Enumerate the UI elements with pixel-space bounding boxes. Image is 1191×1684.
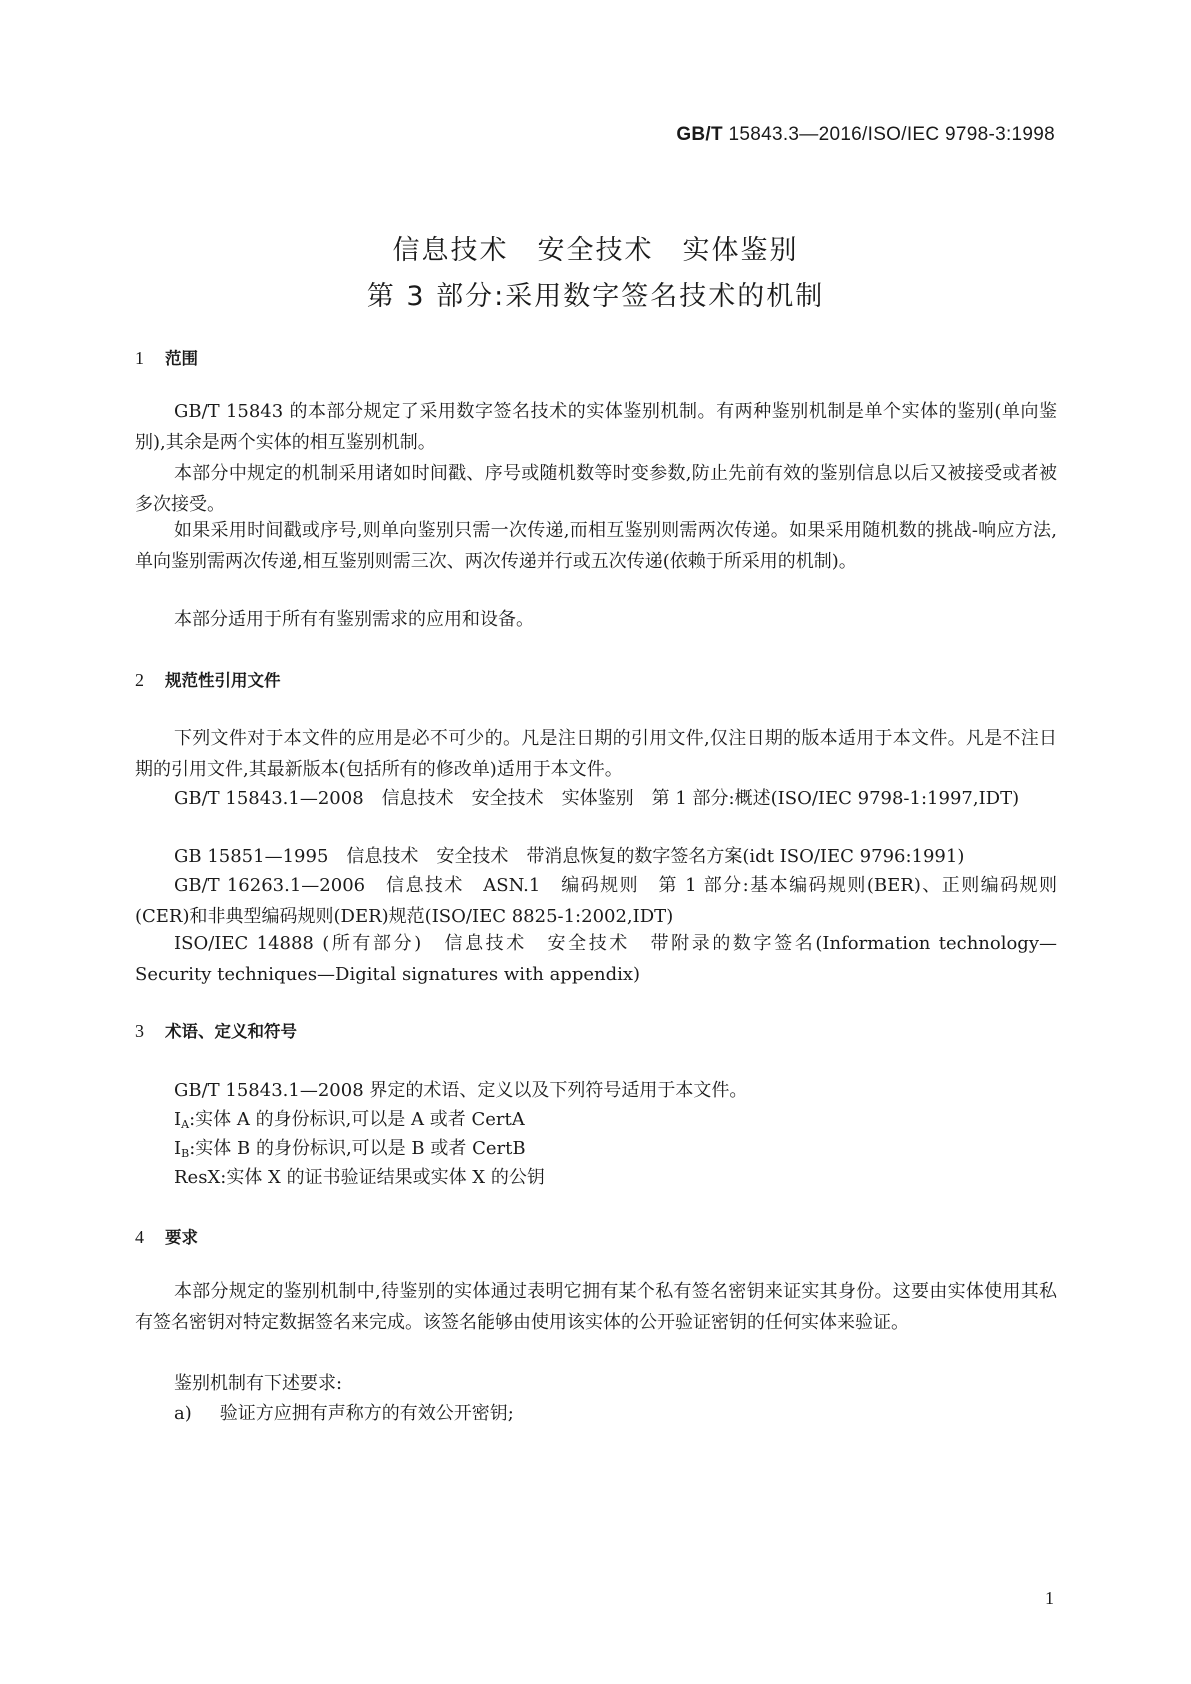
symbol-definition: :实体 A 的身份标识,可以是 A 或者 CertA (189, 1109, 525, 1130)
symbol-subscript: A (181, 1118, 190, 1131)
symbol-ia (174, 1105, 525, 1131)
requirements-paragraph-2: 鉴别机制有下述要求: (174, 1373, 343, 1394)
standard-code-number: 15843.3—2016/ISO/IEC 9798-3:1998 (722, 124, 1055, 145)
page-number: 1 (1045, 1588, 1054, 1608)
section-number: 3 (135, 1021, 144, 1041)
symbol-definition: :实体 B 的身份标识,可以是 B 或者 CertB (189, 1138, 526, 1159)
reference-gb-15851: GB 15851—1995 信息技术 安全技术 带消息恢复的数字签名方案(idt ISO/IEC 9796:1991) (174, 846, 965, 867)
references-intro-paragraph: 下列文件对于本文件的应用是必不可少的。凡是注日期的引用文件,仅注日期的版本适用于本文件。凡是不注日期的引用文件,其最新版本(包括所有的修改单)适用于本文件。 (135, 728, 1057, 780)
symbol-ib (174, 1134, 526, 1160)
section-title: 术语、定义和符号 (165, 1022, 297, 1041)
section-number: 2 (135, 670, 144, 690)
document-title-line2: 第 3 部分:采用数字签名技术的机制 (366, 281, 825, 312)
requirement-item-a (174, 1399, 514, 1425)
scope-paragraph-3: 如果采用时间戳或序号,则单向鉴别只需一次传递,而相互鉴别则需两次传递。如果采用随机数的挑战-响应方法,单向鉴别需两次传递,相互鉴别则需三次、两次传递并行或五次传递(依赖于所采用的机制)。 (135, 520, 1057, 572)
symbol-subscript: B (181, 1147, 190, 1160)
section-heading-requirements (135, 1224, 198, 1248)
symbol-letter: I (174, 1109, 182, 1130)
requirements-paragraph-1: 本部分规定的鉴别机制中,待鉴别的实体通过表明它拥有某个私有签名密钥来证实其身份。这要由实体使用其私有签名密钥对特定数据签名来完成。该签名能够由使用该实体的公开验证密钥的任何实体来验证。 (135, 1281, 1057, 1333)
section-number: 4 (135, 1227, 144, 1247)
symbol-letter: I (174, 1138, 182, 1159)
list-item-label: a) (174, 1403, 192, 1424)
terms-intro: GB/T 15843.1—2008 界定的术语、定义以及下列符号适用于本文件。 (174, 1080, 748, 1101)
section-title: 范围 (165, 349, 198, 368)
section-number: 1 (135, 348, 144, 368)
symbol-resx: ResX:实体 X 的证书验证结果或实体 X 的公钥 (174, 1167, 545, 1188)
reference-gbt-16263-1: GB/T 16263.1—2006 信息技术 ASN.1 编码规则 第 1 部分:基本编码规则(BER)、正则编码规则(CER)和非典型编码规则(DER)规范(ISO/IEC 8825-1:2002,IDT) (135, 875, 1057, 927)
section-heading-scope (135, 345, 198, 369)
standard-code (676, 124, 1055, 146)
scope-paragraph-4: 本部分适用于所有有鉴别需求的应用和设备。 (174, 609, 534, 630)
section-heading-normative-references (135, 667, 281, 691)
reference-gbt-15843-1: GB/T 15843.1—2008 信息技术 安全技术 实体鉴别 第 1 部分:概述(ISO/IEC 9798-1:1997,IDT) (174, 788, 1020, 809)
scope-paragraph-2: 本部分中规定的机制采用诸如时间戳、序号或随机数等时变参数,防止先前有效的鉴别信息以后又被接受或者被多次接受。 (135, 463, 1057, 515)
document-title-line1: 信息技术 安全技术 实体鉴别 (392, 235, 799, 266)
list-item-text: 验证方应拥有声称方的有效公开密钥; (219, 1403, 514, 1424)
section-heading-terms (135, 1018, 297, 1042)
section-title: 规范性引用文件 (165, 671, 281, 690)
standard-code-prefix: GB/T (676, 124, 723, 145)
section-title: 要求 (165, 1228, 198, 1247)
reference-iso-iec-14888: ISO/IEC 14888 (所有部分) 信息技术 安全技术 带附录的数字签名(Information technology—Security techniques—Digital signatures with appendix) (135, 933, 1057, 985)
scope-paragraph-1: GB/T 15843 的本部分规定了采用数字签名技术的实体鉴别机制。有两种鉴别机制是单个实体的鉴别(单向鉴别),其余是两个实体的相互鉴别机制。 (135, 401, 1057, 453)
